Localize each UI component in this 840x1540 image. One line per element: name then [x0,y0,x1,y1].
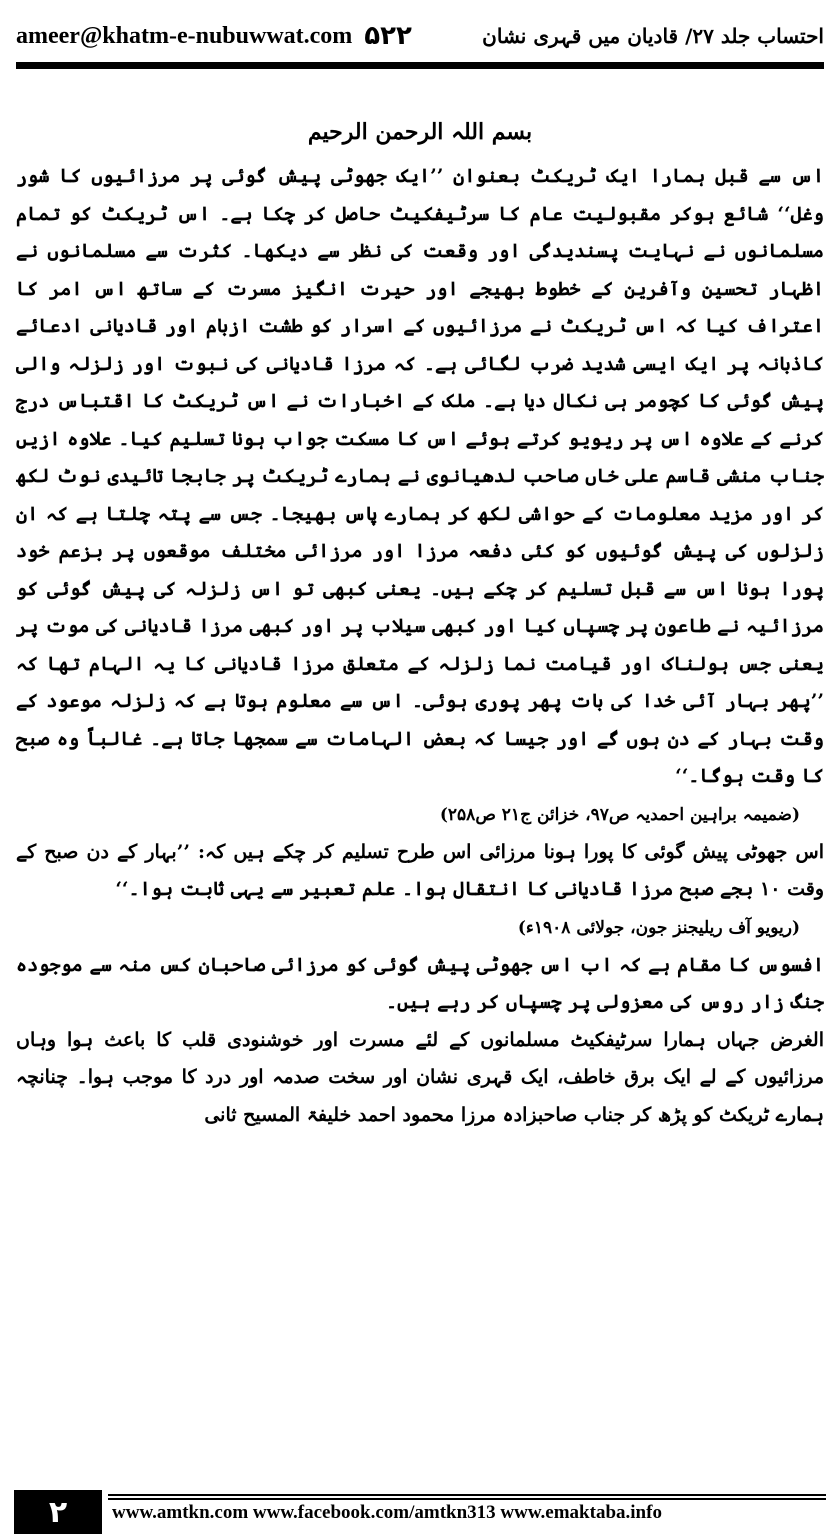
page-content [16,112,824,1476]
header-email: ameer@khatm-e-nubuwwat.com [16,22,353,49]
bismillah-heading: بسم اللہ الرحمن الرحیم [307,119,533,145]
reference-2: (ریویو آف ریلیجنز جون، جولائی ۱۹۰۸ء) [517,917,800,938]
page-footer [14,1490,826,1534]
footer-urls: www.amtkn.com www.facebook.com/amtkn313 www.emaktaba.info [112,1502,662,1523]
page-header [16,14,824,58]
header-title: احتساب جلد ۲۷/ قادیان میں قہری نشان [482,24,824,48]
header-left [16,21,412,51]
footer-page-number: ۲ [14,1490,102,1534]
paragraph-2: اس جھوٹی پیش گوئی کا پورا ہونا مرزائی اس طرح تسلیم کر چکے ہیں کہ: ’’بہار کے دن صبح کے وقت ۱۰ بجے صبح مرزا قادیانی کا انتقال ہوا۔ علم تعبیر سے یہی ثابت ہوا۔‘‘ [16,840,824,900]
footer-rule-top [108,1494,826,1496]
footer-rule-bottom [108,1498,826,1500]
paragraph-3: افسوس کا مقام ہے کہ اب اس جھوٹی پیش گوئی کو مرزائی صاحبان کس منہ سے موجودہ جنگ زار روس کی معزولی پر چسپاں کر رہے ہیں۔ [16,953,824,1013]
reference-1: (ضمیمہ براہین احمدیہ ص۹۷، خزائن ج۲۱ ص۲۵۸) [439,804,800,825]
header-rule [16,62,824,69]
paragraph-1: اس سے قبل ہمارا ایک ٹریکٹ بعنوان ’’ایک جھوٹی پیش گوئی پر مرزائیوں کا شور وغل‘‘ شائع ہوکر مقبولیت عام کا سرٹیفکیٹ حاصل کر چکا ہے۔ اس ٹریکٹ کو تمام مسلمانوں نے نہایت پسندیدگی اور وقعت کی نظر سے دیکھا۔ کثرت سے مسلمانوں نے اظہار تحسین وآفرین کے خطوط بھیجے اور حیرت انگیز مسرت کے ساتھ اس امر کا اعتراف کیا کہ اس ٹریکٹ نے مرزائیوں کے اسرار کو طشت ازبام اور قادیانی ادعائے کاذبانہ پر ایک ایسی شدید ضرب لگائی ہے۔ کہ مرزا قادیانی کی نبوت اور زلزلہ والی پیش گوئی کا کچومر ہی نکال دیا ہے۔ ملک کے اخبارات نے اس ٹریکٹ کا اقتباس درج کرنے کے علاوہ اس پر ریویو کرتے ہوئے اس کا مسکت جواب ہونا تسلیم کیا۔ علاوہ ازیں جناب منشی قاسم علی خاں صاحب لدھیانوی نے ہمارے ٹریکٹ پر جابجا تائیدی نوٹ لکھ کر اور مزید معلومات کے حواشی لکھ کر ہمارے پاس بھیجا۔ جس سے پتہ چلتا ہے کہ ان زلزلوں کی پیش گوئیوں کو کئی دفعہ مرزا اور مرزائی مختلف موقعوں پر بزعم خود پورا ہونا اس سے قبل تسلیم کر چکے ہیں۔ یعنی کبھی تو اس زلزلہ کی پیش گوئی کو مرزائیہ نے طاعون پر چسپاں کیا اور کبھی سیلاب پر اور کبھی مرزا قادیانی کی موت پر یعنی جس ہولناک اور قیامت نما زلزلہ کے متعلق مرزا قادیانی کا یہ الہام تھا کہ ’’پھر بہار آئی خدا کی بات پھر پوری ہوئی۔ اس سے معلوم ہوتا ہے کہ زلزلہ موعود کے وقت بہار کے دن ہوں گے اور جیسا کہ بعض الہامات سے سمجھا جاتا ہے۔ غالباً وہ صبح کا وقت ہوگا۔‘‘ [16,165,824,787]
header-page-number: ۵۲۲ [364,21,412,51]
paragraph-4: الغرض جہاں ہمارا سرٹیفکیٹ مسلمانوں کے لئے مسرت اور خوشنودی قلب کا باعث ہوا وہاں مرزائیوں کے لے ایک برق خاطف، ایک قہری نشان اور سخت صدمہ اور درد کا موجب ہوا۔ چنانچہ ہمارے ٹریکٹ کو پڑھ کر جناب صاحبزادہ مرزا محمود احمد خلیفۃ المسیح ثانی [16,1028,824,1126]
footer-url-area [102,1490,826,1534]
